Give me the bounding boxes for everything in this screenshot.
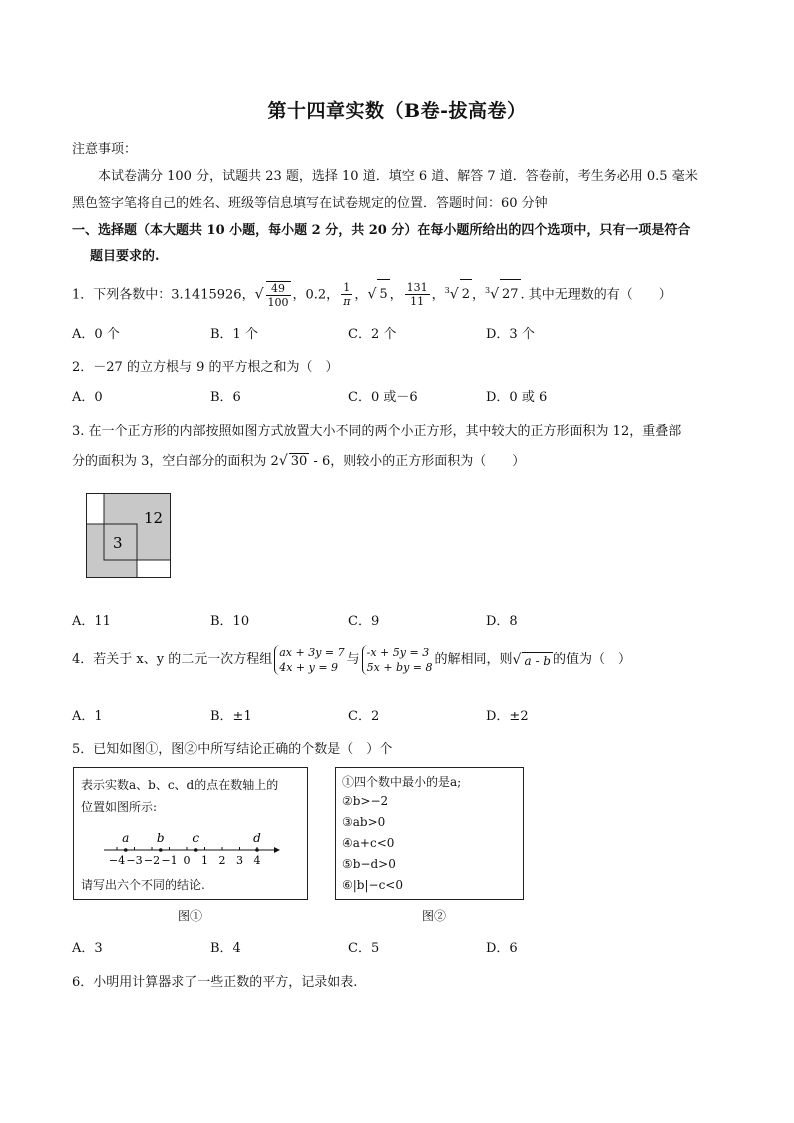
q1-root5: 5 [377,279,389,310]
question-6: 6．小明用计算器求了一些正数的平方，记录如表. [72,975,358,990]
q4-prefix: 4．若关于 x、y 的二元一次方程组 [72,652,273,667]
q3-option-d[interactable]: D．8 [486,614,518,629]
q3-square-figure [86,493,172,579]
number-line-tick-label: −3 [126,854,143,867]
q1-option-a[interactable]: A．0 个 [72,327,120,342]
q4-option-d[interactable]: D．±2 [486,709,529,724]
number-line-point [255,848,259,852]
q4-option-a[interactable]: A．1 [72,709,103,724]
section-heading: 一、选择题（本大题共 10 小题，每小题 2 分，共 20 分）在每小题所给出的四个选项中，只有一项是符合 [72,223,691,238]
page-title: 第十四章实数（B卷-拔高卷） [267,100,527,122]
q4-root: a - b [524,653,551,668]
q5-option-c[interactable]: C．5 [348,941,380,956]
q2-option-d[interactable]: D．0 或 6 [486,390,548,405]
q5-option-d[interactable]: D．6 [486,941,518,956]
number-line-tick-label: 0 [183,854,191,867]
q4-option-b[interactable]: B．±1 [210,709,252,724]
q1-option-d[interactable]: D．3 个 [486,327,535,342]
figure-2-caption: 图② [422,909,447,923]
question-1: 1．下列各数中：3.1415926，√ $\frac{49}{100}$ ，0.2， $\frac{1}{\pi}$ ，√ 5 ， $\frac{131}{11}$ ，$^3$√ 2 ，$^3$√ 27 . 其中无理数的有（ ） [72,281,672,309]
fig1-line-2: 位置如图所示: [81,800,158,814]
number-line-tick-label: −1 [161,854,178,867]
number-line-tick-label: 1 [201,854,208,867]
section-heading-cont: 题目要求的. [90,249,160,264]
q3-option-a[interactable]: A．11 [72,614,111,629]
question-2: 2．－27 的立方根与 9 的平方根之和为（ ） [72,360,339,375]
number-line-tick-label: −2 [143,854,161,867]
number-line-point-label: b [156,831,165,845]
notice-line-1: 本试卷满分 100 分，试题共 23 题，选择 10 道．填空 6 道、解答 7 道．答卷前，考生务必用 0.5 毫米 [98,169,698,184]
figure-1-caption: 图① [178,909,203,923]
q1-frac3-num: 131 [406,281,428,295]
q2-option-b[interactable]: B．6 [210,390,241,405]
fig1-line-1: 表示实数a、b、c、d的点在数轴上的 [81,778,279,792]
number-line-tick-label: 3 [236,854,243,867]
q4-system1-eq1: ax + 3y = 7 [279,646,345,659]
figure-2-box [335,767,524,900]
q4-mid2: 的解相同，则 [434,652,513,667]
q1-frac1-den: 100 [267,295,289,309]
q1-option-b[interactable]: B．1 个 [210,327,258,342]
q1-prefix: 1．下列各数中：3.1415926， [72,287,255,303]
q3-fig-label-3: 3 [113,534,123,552]
number-line-tick-label: 4 [253,854,261,867]
q1-cube27: 27 [500,279,521,310]
number-line [74,824,307,874]
fig2-item-4: ④a+c<0 [342,836,395,850]
q2-option-a[interactable]: A．0 [72,390,103,405]
q3-option-c[interactable]: C．9 [348,614,380,629]
q5-option-a[interactable]: A．3 [72,941,103,956]
number-line-arrow [274,847,280,853]
number-line-point-label: a [122,831,130,845]
q4-suffix: 的值为（ ） [553,652,632,667]
q4-system2-eq1: -x + 5y = 3 [366,646,430,659]
q3-root30: 30 [290,454,308,469]
fig2-item-2: ②b>−2 [342,794,389,808]
q1-frac2-num: 1 [341,281,352,295]
fig2-item-5: ⑤b−d>0 [342,857,396,871]
q3-fig-label-12: 12 [144,509,164,527]
q4-system2-eq2: 5x + by = 8 [366,661,433,674]
notice-heading: 注意事项： [72,142,138,157]
q4-mid: 与 [346,652,360,667]
question-3-line-1: 3. 在一个正方形的内部按照如图方式放置大小不同的两个小正方形，其中较大的正方形面积为 12，重叠部 [72,424,682,439]
fig2-item-1: ①四个数中最小的是a; [342,775,462,789]
number-line-point [194,848,198,852]
number-line-point [159,848,163,852]
q1-frac3-den: 11 [410,295,425,309]
q3-option-b[interactable]: B．10 [210,614,250,629]
q1-frac2-den: π [343,295,351,309]
q1-mid: ，0.2， [292,287,340,303]
number-line-point [124,848,128,852]
notice-line-2: 黑色签字笔将自己的姓名、班级等信息填写在试卷规定的位置．答题时间：60 分钟 [72,196,548,211]
q3-text-b: - 6，则较小的正方形面积为（ ） [309,454,526,469]
question-4: 4．若关于 x、y 的二元一次方程组 ax + 3y = 7 4x + y = 9 与 -x + 5y = 3 5x + by = 8 的解相同，则√ a - b 的值为（ ） [72,646,632,674]
q3-text-a: 分的面积为 3，空白部分的面积为 2 [72,454,279,469]
figure-1-box [73,767,308,900]
q4-system1-eq2: 4x + y = 9 [279,661,339,674]
q1-option-c[interactable]: C．2 个 [348,327,397,342]
fig2-item-3: ③ab>0 [342,815,386,829]
question-5: 5．已知如图①，图②中所写结论正确的个数是（ ）个 [72,742,393,757]
q1-frac1-num: 49 [266,282,291,296]
question-3-line-2: 分的面积为 3，空白部分的面积为 2√ 30 - 6，则较小的正方形面积为（ ） [72,453,526,469]
q1-suffix: . 其中无理数的有（ ） [520,287,672,303]
q4-option-c[interactable]: C．2 [348,709,380,724]
fig2-item-6: ⑥|b|−c<0 [342,878,403,892]
number-line-point-label: d [253,831,261,845]
q5-option-b[interactable]: B．4 [210,941,241,956]
fig1-line-3: 请写出六个不同的结论. [81,878,205,892]
q2-option-c[interactable]: C．0 或－6 [348,390,418,405]
q1-cube2: 2 [460,279,472,310]
number-line-tick-label: −4 [108,854,126,867]
number-line-point-label: c [192,831,200,845]
number-line-tick-label: 2 [218,854,226,867]
